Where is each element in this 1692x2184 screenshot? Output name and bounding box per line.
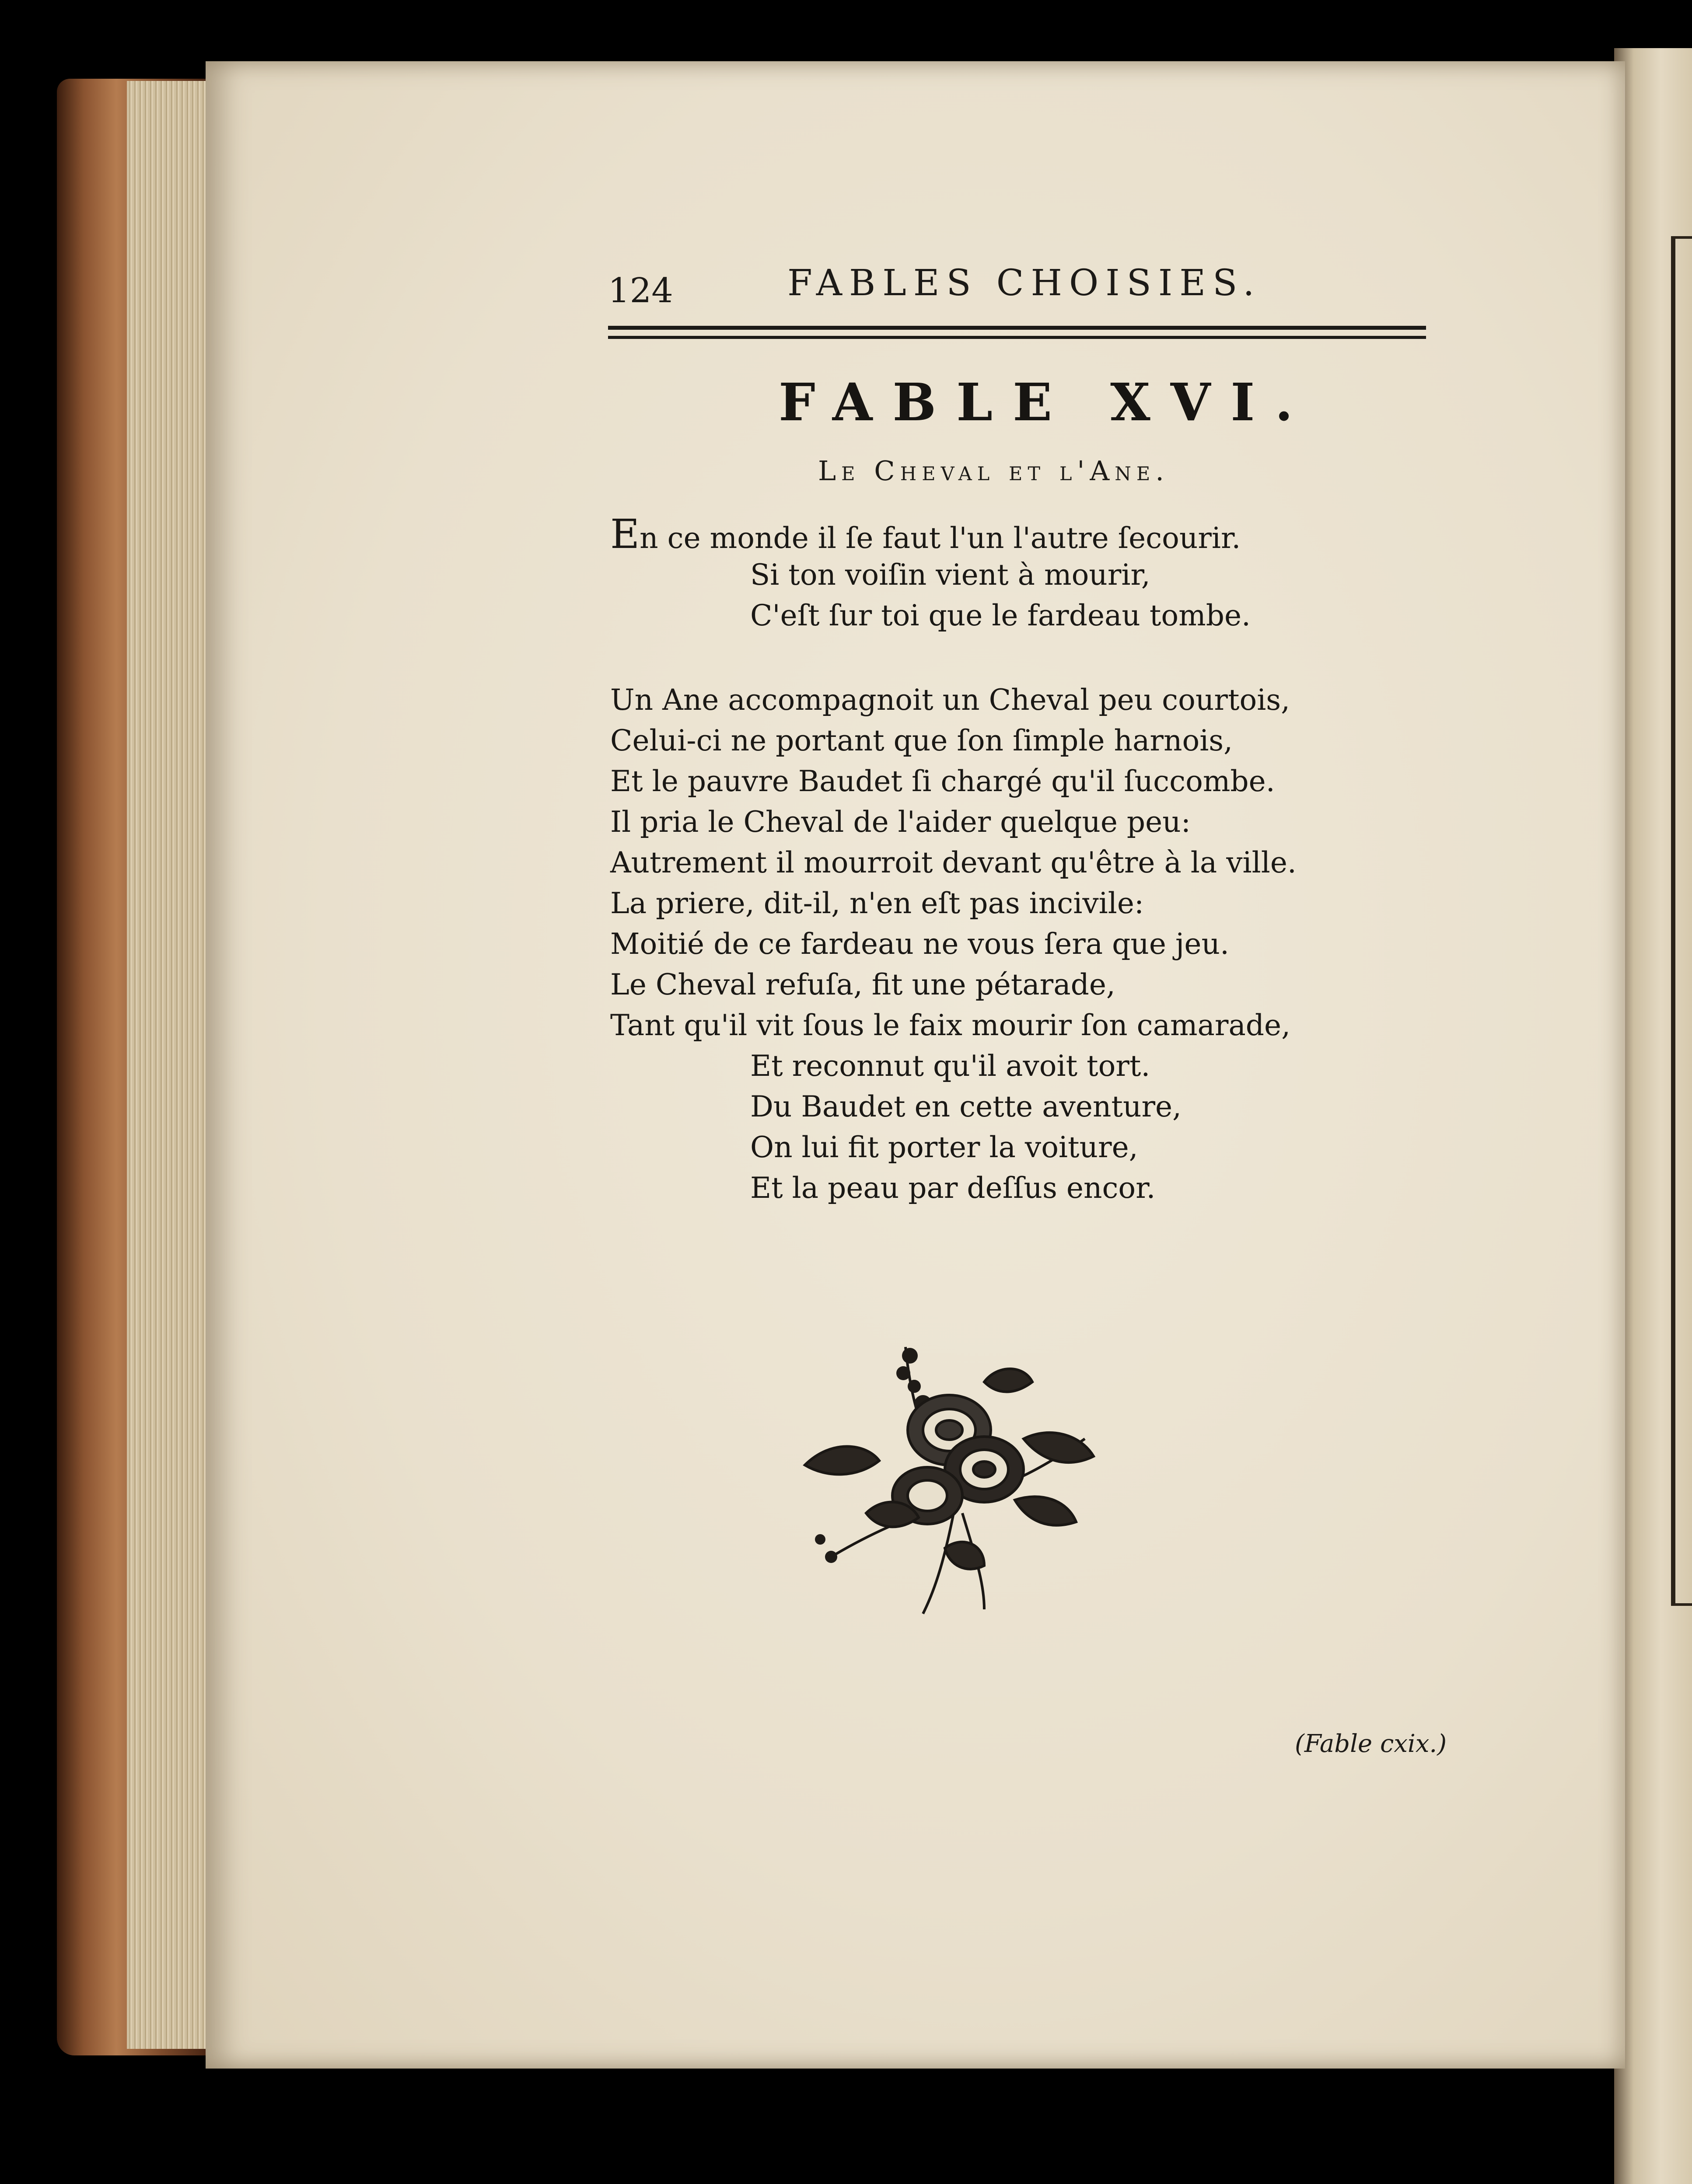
- page-number: 124: [608, 271, 673, 311]
- poem-text: [610, 511, 1441, 1252]
- poem-line: Et reconnut qu'il avoit tort.: [750, 1049, 1150, 1083]
- poem-line: Il pria le Cheval de l'aider quelque peu:: [610, 805, 1191, 839]
- poem-line: Et le pauvre Baudet ſi chargé qu'il ſuccombe.: [610, 764, 1275, 798]
- poem-line: C'eſt ſur toi que le fardeau tombe.: [750, 599, 1251, 632]
- poem-line: Si ton voiſin vient à mourir,: [750, 558, 1150, 592]
- running-title: FABLES CHOISIES.: [787, 262, 1262, 304]
- poem-line: Celui-ci ne portant que ſon ſimple harnois,: [610, 724, 1233, 757]
- poem-line: Tant qu'il vit ſous le faix mourir ſon camarade,: [610, 1008, 1291, 1042]
- poem-line: On lui fit porter la voiture,: [750, 1130, 1138, 1164]
- poem-line: Du Baudet en cette aventure,: [750, 1090, 1182, 1123]
- poem-line: Autrement il mourroit devant qu'être à la ville.: [610, 846, 1297, 879]
- poem-line: Le Cheval refuſa, fit une pétarade,: [610, 968, 1115, 1001]
- poem-line: La priere, dit-il, n'en eſt pas incivile:: [610, 886, 1144, 920]
- running-head: [608, 262, 1426, 315]
- poem-stanza: [610, 511, 1441, 636]
- header-double-rule: [608, 326, 1426, 339]
- floral-bouquet-icon: [779, 1329, 1120, 1627]
- poem-stanza: [610, 680, 1441, 1208]
- fable-subtitle: Le Cheval et l'Ane.: [818, 455, 1169, 487]
- fable-title: FABLE XVI.: [779, 372, 1313, 433]
- poem-line: En ce monde il ſe faut l'un l'autre ſecourir.: [610, 511, 1241, 558]
- poem-line: Et la peau par deſſus encor.: [750, 1171, 1156, 1205]
- fable-cross-reference: (Fable cxix.): [1295, 1730, 1447, 1758]
- poem-line: Un Ane accompagnoit un Cheval peu courtois,: [610, 683, 1290, 717]
- facing-page-frame: [1671, 236, 1692, 1606]
- poem-line: Moitié de ce fardeau ne vous ſera que jeu.: [610, 927, 1229, 961]
